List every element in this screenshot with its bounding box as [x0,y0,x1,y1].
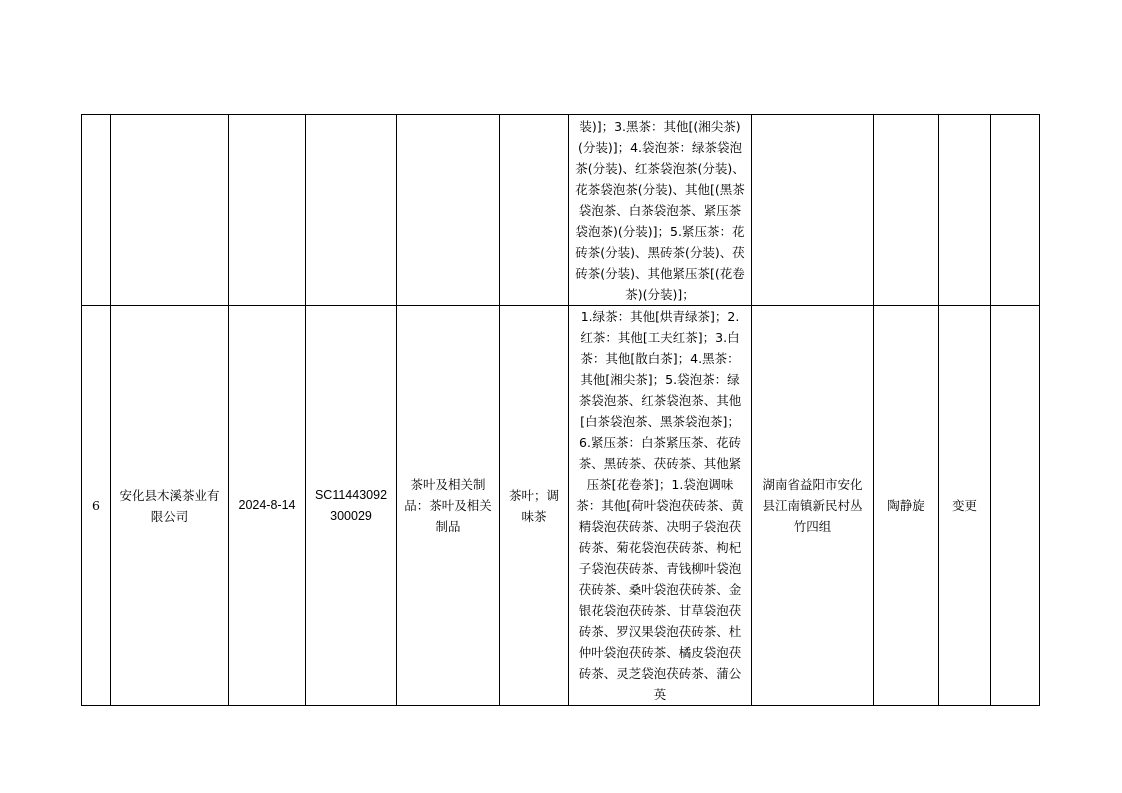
type-cell: 变更 [939,306,991,706]
scope-cell [569,306,752,706]
license-number-cell: SC11443092300029 [306,306,397,706]
remark-cell [991,115,1040,306]
table-row [82,306,1040,706]
category-cell: 茶叶及相关制品：茶叶及相关制品 [397,306,500,706]
person-cell [874,115,939,306]
date-cell: 2024-8-14 [229,306,306,706]
address-cell: 湖南省益阳市安化县江南镇新民村丛竹四组 [752,306,874,706]
index-cell: 6 [82,306,111,706]
license-table [81,114,1040,706]
date-cell [229,115,306,306]
address-cell [752,115,874,306]
table-row [82,115,1040,306]
subcategory-cell: 茶叶；调味茶 [500,306,569,706]
remark-cell [991,306,1040,706]
category-cell [397,115,500,306]
index-cell [82,115,111,306]
person-cell: 陶静旋 [874,306,939,706]
company-cell: 安化县木溪茶业有限公司 [111,306,229,706]
scope-cell [569,115,752,306]
company-cell [111,115,229,306]
type-cell [939,115,991,306]
license-number-cell [306,115,397,306]
scope-text: 1.绿茶：其他[烘青绿茶]；2.红茶：其他[工夫红茶]；3.白茶：其他[散白茶]；4.黑茶：其他[湘尖茶]；5.袋泡茶：绿茶袋泡茶、红茶袋泡茶、其他[白茶袋泡茶、黑茶袋泡茶]；6.紧压茶：白茶紧压茶、花砖茶、黑砖茶、茯砖茶、其他紧压茶[花卷茶]；1.袋泡调味茶：其他[荷叶袋泡茯砖茶、黄精袋泡茯砖茶、决明子袋泡茯砖茶、菊花袋泡茯砖茶、枸杞子袋泡茯砖茶、青钱柳叶袋泡茯砖茶、桑叶袋泡茯砖茶、金银花袋泡茯砖茶、甘草袋泡茯砖茶、罗汉果袋泡茯砖茶、杜仲叶袋泡茯砖茶、橘皮袋泡茯砖茶、灵芝袋泡茯砖茶、蒲公英 [576,309,744,702]
subcategory-cell [500,115,569,306]
scope-text: 装)]；3.黑茶：其他[(湘尖茶)(分装)]；4.袋泡茶：绿茶袋泡茶(分装)、红茶袋泡茶(分装)、花茶袋泡茶(分装)、其他[(黑茶袋泡茶、白茶袋泡茶、紧压茶袋泡茶)(分装)]；5.紧压茶：花砖茶(分装)、黑砖茶(分装)、茯砖茶(分装)、其他紧压茶[(花卷茶)(分装)]； [575,118,745,302]
